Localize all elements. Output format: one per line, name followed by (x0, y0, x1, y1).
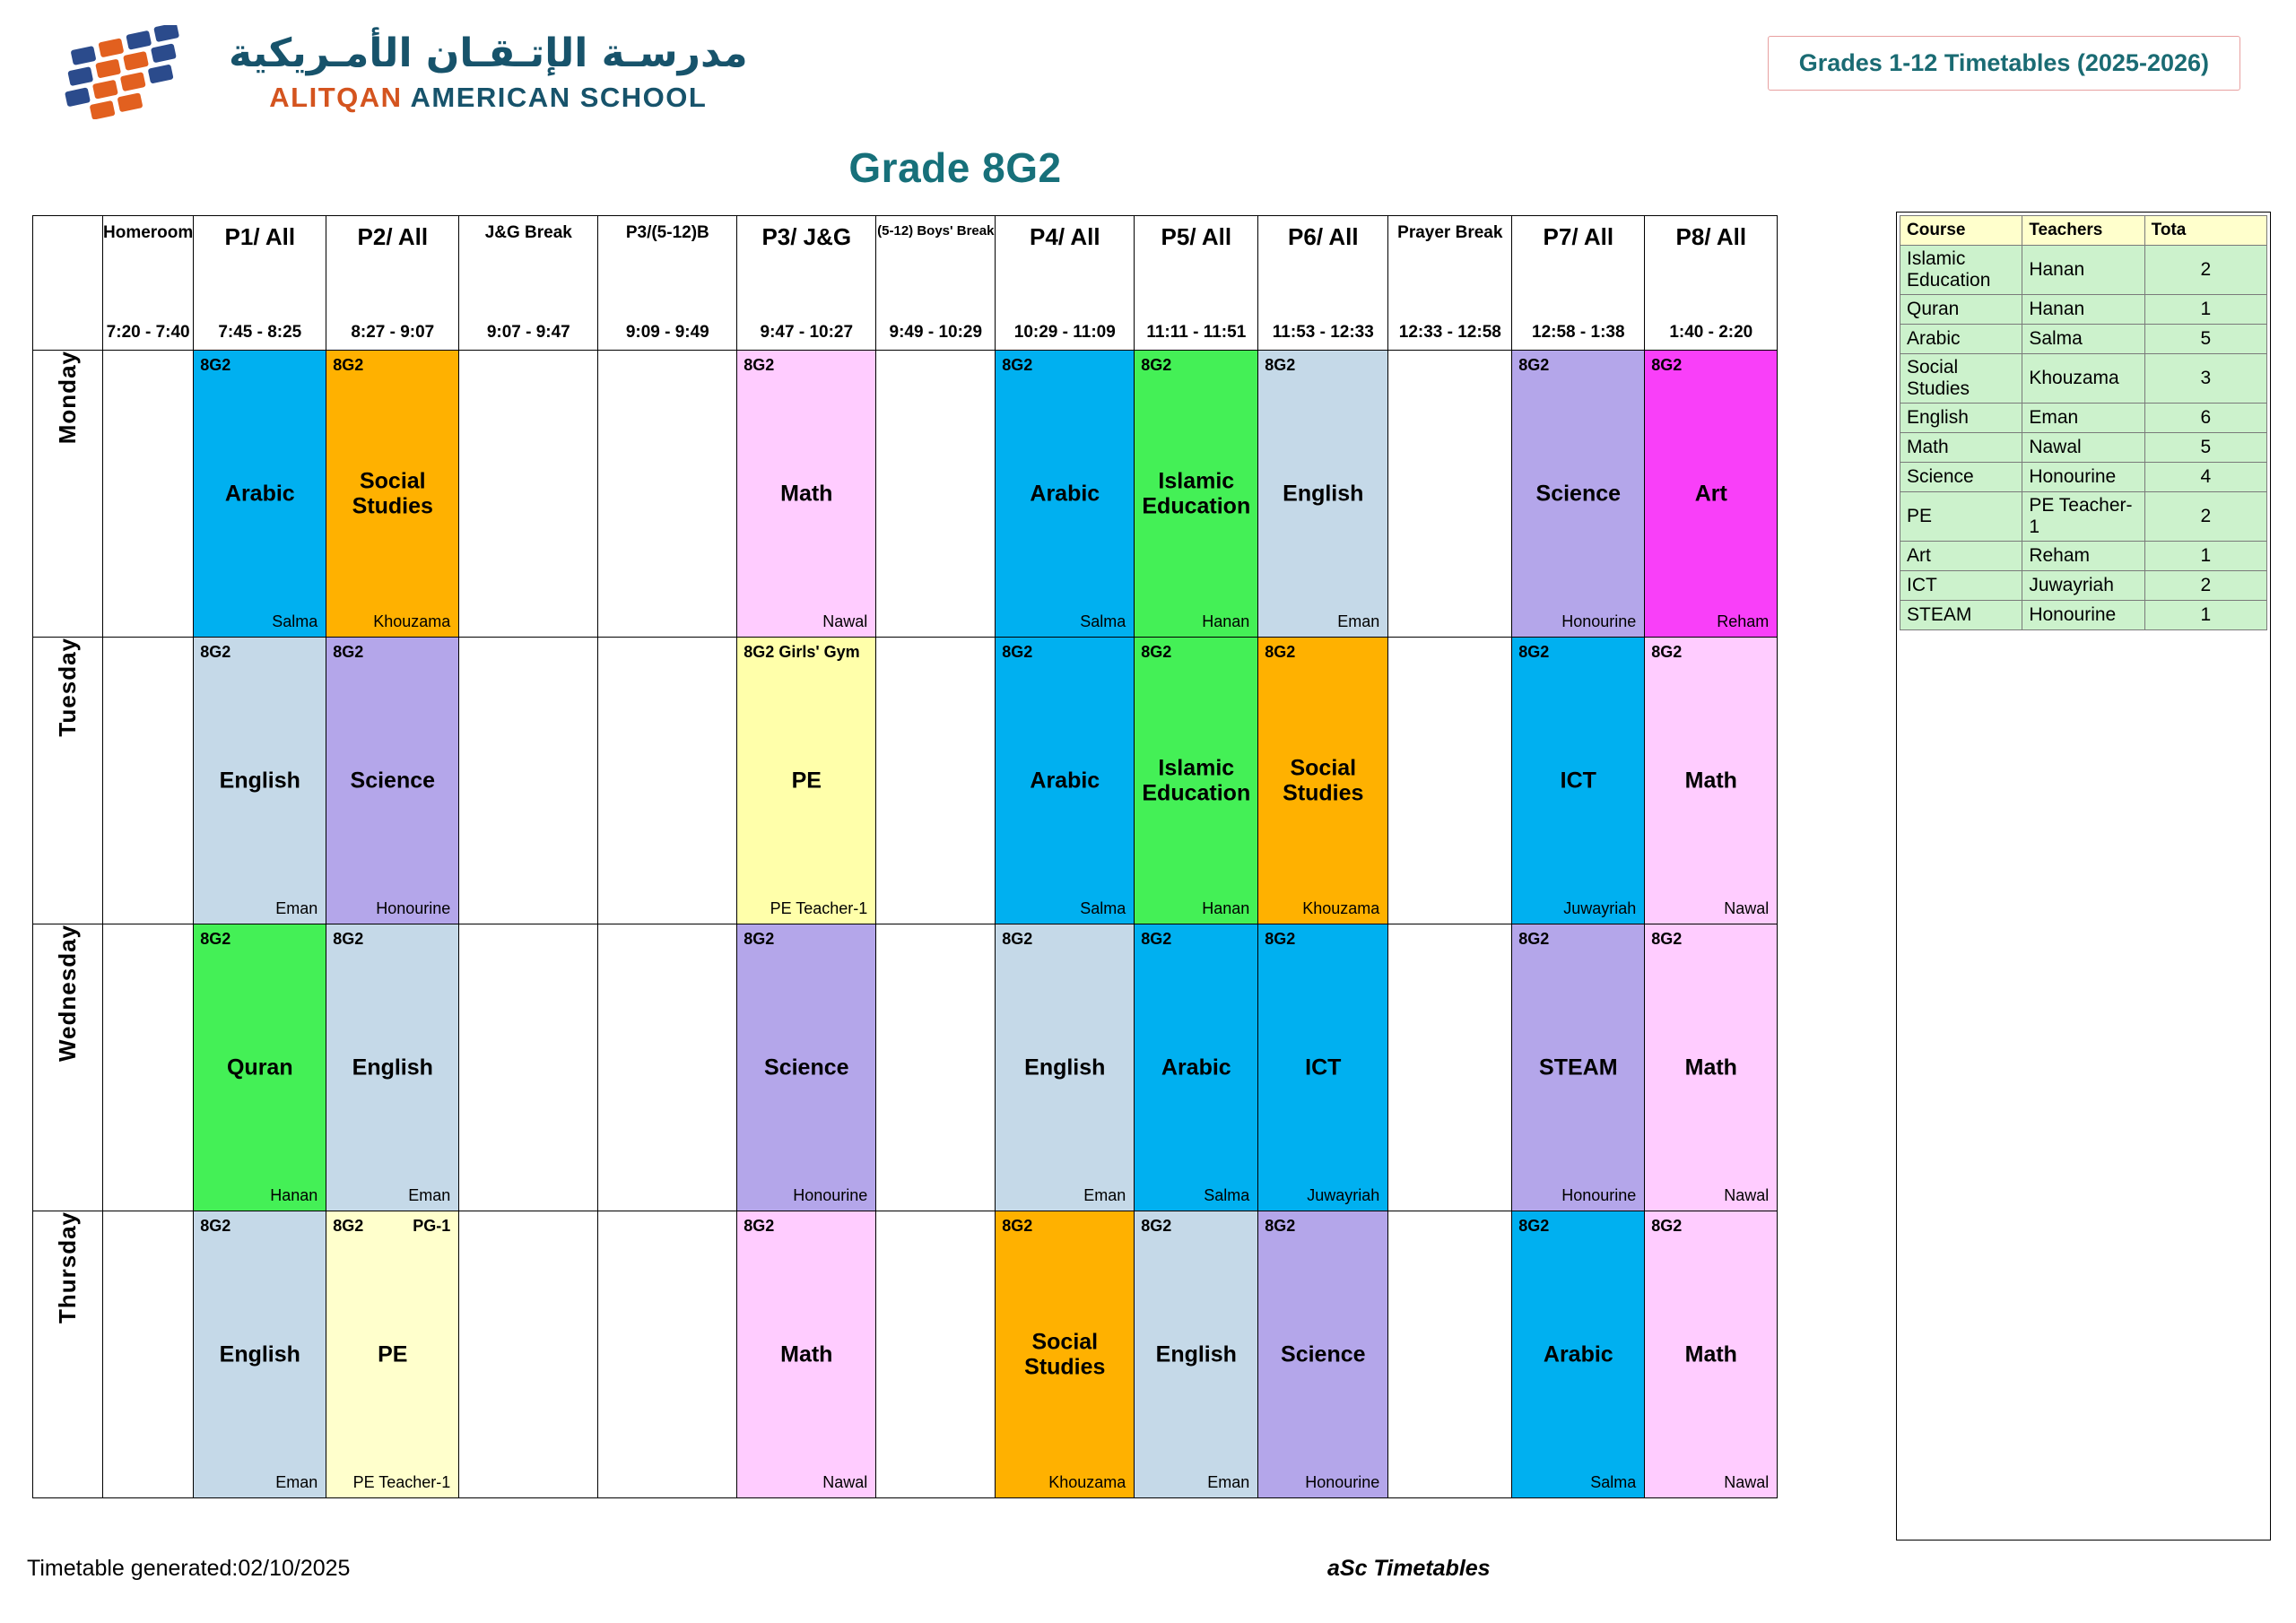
lesson-class: 8G2 (1518, 356, 1550, 374)
summary-teacher: Salma (2022, 325, 2144, 354)
lesson-block[interactable] (1645, 638, 1777, 924)
lesson-block[interactable] (996, 351, 1134, 637)
lesson-block[interactable] (1135, 924, 1257, 1211)
lesson-class: 8G2 (744, 930, 775, 948)
lesson-teacher: Salma (272, 612, 318, 630)
timetable-lesson-cell[interactable] (1258, 1211, 1388, 1498)
summary-row (1900, 463, 2267, 492)
summary-row (1900, 404, 2267, 433)
timetable-row (33, 1211, 1778, 1498)
lesson-block[interactable] (737, 924, 875, 1211)
lesson-block[interactable] (194, 924, 326, 1211)
lesson-block[interactable] (996, 1211, 1134, 1497)
school-name-block (229, 30, 748, 114)
timetable-row (33, 924, 1778, 1211)
lesson-block[interactable] (326, 351, 458, 637)
lesson-subject: ICT (1305, 1055, 1342, 1081)
timetable-lesson-cell[interactable] (1645, 638, 1778, 924)
summary-course: ICT (1900, 571, 2022, 601)
page-header (0, 0, 2296, 191)
timetable-empty-cell (103, 351, 194, 638)
period-header (996, 216, 1135, 351)
summary-course: Islamic Education (1900, 246, 2022, 295)
lesson-subject: Science (1281, 1341, 1366, 1367)
lesson-teacher: Hanan (1202, 612, 1250, 630)
summary-course: Quran (1900, 295, 2022, 325)
lesson-subject: Arabic (224, 481, 295, 507)
period-header (1388, 216, 1512, 351)
lesson-block[interactable] (194, 351, 326, 637)
timetable-lesson-cell[interactable] (1645, 924, 1778, 1211)
period-time: 9:09 - 9:49 (625, 323, 709, 342)
timetable-empty-cell (1388, 638, 1512, 924)
timetable-empty-cell (598, 1211, 737, 1498)
timetable-lesson-cell[interactable] (326, 351, 459, 638)
lesson-subject: English (219, 1341, 300, 1367)
period-name: J&G Break (484, 223, 572, 242)
summary-teacher: Juwayriah (2022, 571, 2144, 601)
school-name-arabic: مدرسـة الإتـقـان الأمـريكية (229, 30, 748, 76)
timetable-lesson-cell[interactable] (996, 1211, 1135, 1498)
grades-badge (1768, 36, 2240, 91)
lesson-teacher: Nawal (822, 612, 868, 630)
school-name-english (269, 82, 707, 114)
lesson-block[interactable] (1512, 924, 1644, 1211)
summary-row (1900, 246, 2267, 295)
period-header (876, 216, 996, 351)
period-name: P4/ All (1030, 223, 1100, 250)
lesson-subject: English (1024, 1055, 1106, 1081)
day-label-text: Monday (54, 351, 81, 445)
period-time: 9:49 - 10:29 (889, 323, 983, 342)
summary-teacher: Hanan (2022, 295, 2144, 325)
lesson-subject: English (352, 1055, 433, 1081)
period-name: P3/ J&G (761, 223, 852, 250)
lesson-teacher: Honourine (376, 899, 451, 917)
lesson-teacher: Honourine (793, 1186, 868, 1204)
summary-course: Arabic (1900, 325, 2022, 354)
lesson-class: 8G2 (333, 643, 364, 661)
summary-row (1900, 492, 2267, 542)
lesson-teacher: PE Teacher-1 (352, 1473, 451, 1491)
lesson-subject: Social Studies (1283, 754, 1364, 806)
lesson-subject: Quran (226, 1055, 293, 1081)
lesson-subject: Math (1684, 1341, 1737, 1367)
timetable-empty-cell (459, 924, 598, 1211)
lesson-block[interactable] (1135, 1211, 1257, 1497)
lesson-teacher: Khouzama (1048, 1473, 1126, 1491)
summary-total: 5 (2144, 433, 2266, 463)
timetable-empty-cell (103, 1211, 194, 1498)
lesson-teacher: Nawal (1724, 1186, 1770, 1204)
lesson-subject: Social Studies (352, 467, 433, 519)
lesson-teacher: Honourine (1561, 612, 1637, 630)
lesson-subject: Science (764, 1055, 849, 1081)
timetable-empty-cell (598, 351, 737, 638)
period-time: 11:53 - 12:33 (1272, 323, 1374, 342)
summary-teacher: Nawal (2022, 433, 2144, 463)
lesson-subject: Islamic Education (1142, 754, 1251, 806)
lesson-block[interactable] (1645, 1211, 1777, 1497)
lesson-class: 8G2 (1651, 643, 1683, 661)
timetable-lesson-cell[interactable] (194, 638, 326, 924)
lesson-class: 8G2 (1265, 356, 1296, 374)
period-name: P2/ All (357, 223, 429, 250)
lesson-class: 8G2 (333, 356, 364, 374)
lesson-class: 8G2 (1002, 643, 1033, 661)
timetable-lesson-cell[interactable] (1135, 351, 1258, 638)
summary-row (1900, 325, 2267, 354)
lesson-subject: Math (780, 481, 833, 507)
timetable-lesson-cell[interactable] (326, 1211, 459, 1498)
timetable-lesson-cell[interactable] (194, 351, 326, 638)
timetable-empty-cell (876, 638, 996, 924)
summary-column-header: Tota (2144, 216, 2266, 246)
summary-row (1900, 433, 2267, 463)
period-time: 11:11 - 11:51 (1146, 323, 1247, 342)
lesson-class: 8G2 (1518, 930, 1550, 948)
lesson-teacher: Hanan (1202, 899, 1250, 917)
lesson-subject: Science (350, 768, 436, 794)
timetable-empty-cell (876, 1211, 996, 1498)
timetable-lesson-cell[interactable] (1645, 1211, 1778, 1498)
period-header (1135, 216, 1258, 351)
lesson-subject: STEAM (1539, 1055, 1618, 1081)
lesson-teacher: Salma (1080, 612, 1126, 630)
lesson-class: 8G2 (333, 930, 364, 948)
lesson-group: PG-1 (413, 1217, 451, 1235)
lesson-block[interactable] (1645, 351, 1777, 637)
lesson-subject: Arabic (1030, 481, 1100, 507)
timetable-lesson-cell[interactable] (1645, 351, 1778, 638)
timetable-lesson-cell[interactable] (1258, 638, 1388, 924)
lesson-block[interactable] (1258, 1211, 1387, 1497)
timetable-lesson-cell[interactable] (194, 924, 326, 1211)
summary-teacher: Honourine (2022, 601, 2144, 630)
lesson-teacher: Juwayriah (1307, 1186, 1380, 1204)
period-name: P3/(5-12)B (625, 223, 709, 242)
lesson-block[interactable] (1258, 924, 1387, 1211)
lesson-subject: Math (780, 1341, 833, 1367)
period-name: P5/ All (1161, 223, 1232, 250)
lesson-block[interactable] (737, 1211, 875, 1497)
lesson-teacher: Eman (275, 899, 318, 917)
period-name: P7/ All (1543, 223, 1614, 250)
summary-total: 2 (2144, 246, 2266, 295)
summary-course: PE (1900, 492, 2022, 542)
lesson-class: 8G2 (1002, 1217, 1033, 1235)
summary-course: Science (1900, 463, 2022, 492)
lesson-block[interactable] (737, 638, 875, 924)
timetable-empty-cell (876, 924, 996, 1211)
lesson-teacher: Honourine (1305, 1473, 1380, 1491)
lesson-class: 8G2 (1651, 1217, 1683, 1235)
lesson-subject: ICT (1560, 768, 1596, 794)
timetable-empty-cell (598, 924, 737, 1211)
lesson-subject: Arabic (1161, 1055, 1231, 1081)
timetable-lesson-cell[interactable] (996, 924, 1135, 1211)
timetable-lesson-cell[interactable] (1135, 924, 1258, 1211)
summary-course: English (1900, 404, 2022, 433)
product-name: aSc Timetables (1327, 1556, 1491, 1581)
lesson-teacher: Reham (1717, 612, 1770, 630)
period-name: Prayer Break (1397, 223, 1503, 242)
period-time: 7:45 - 8:25 (218, 323, 302, 342)
lesson-subject: Arabic (1030, 768, 1100, 794)
period-time: 10:29 - 11:09 (1013, 323, 1116, 342)
lesson-block[interactable] (1512, 351, 1644, 637)
lesson-subject: Art (1694, 481, 1727, 507)
summary-teacher: Khouzama (2022, 354, 2144, 404)
day-label (33, 638, 103, 924)
day-label-text: Tuesday (54, 638, 81, 737)
lesson-teacher: Eman (275, 1473, 318, 1491)
summary-total: 5 (2144, 325, 2266, 354)
lesson-block[interactable] (1258, 351, 1387, 637)
summary-teacher: Honourine (2022, 463, 2144, 492)
summary-course: Art (1900, 542, 2022, 571)
summary-row (1900, 295, 2267, 325)
lesson-subject: Social Studies (1024, 1328, 1106, 1380)
lesson-teacher: Salma (1080, 899, 1126, 917)
timetable-header-row (33, 216, 1778, 351)
lesson-block[interactable] (737, 351, 875, 637)
timetable-empty-cell (459, 638, 598, 924)
grades-badge-label: Grades 1-12 Timetables (2025-2026) (1798, 49, 2209, 76)
summary-row (1900, 571, 2267, 601)
lesson-block[interactable] (1135, 351, 1257, 637)
day-label (33, 924, 103, 1211)
lesson-block[interactable] (996, 924, 1134, 1211)
lesson-class: 8G2 (1265, 1217, 1296, 1235)
lesson-teacher: PE Teacher-1 (770, 899, 868, 917)
day-label-text: Wednesday (54, 924, 81, 1063)
lesson-block[interactable] (996, 638, 1134, 924)
school-branding (49, 25, 748, 119)
course-summary-table (1900, 215, 2267, 630)
timetable-row (33, 351, 1778, 638)
lesson-block[interactable] (326, 1211, 458, 1497)
school-name-english-part2: AMERICAN SCHOOL (410, 82, 708, 113)
period-name: P8/ All (1675, 223, 1747, 250)
lesson-teacher: Salma (1204, 1186, 1250, 1204)
lesson-class: 8G2 (1265, 643, 1296, 661)
summary-row (1900, 601, 2267, 630)
lesson-subject: English (1155, 1341, 1237, 1367)
period-time: 1:40 - 2:20 (1669, 323, 1753, 342)
lesson-teacher: Nawal (822, 1473, 868, 1491)
lesson-teacher: Eman (1337, 612, 1380, 630)
lesson-subject: Islamic Education (1142, 467, 1251, 519)
lesson-subject: PE (791, 768, 822, 794)
timetable-lesson-cell[interactable] (996, 351, 1135, 638)
lesson-class: 8G2 Girls' Gym (744, 643, 860, 661)
timetable-lesson-cell[interactable] (1258, 924, 1388, 1211)
summary-column-header: Course (1900, 216, 2022, 246)
timetable-lesson-cell[interactable] (1512, 638, 1645, 924)
period-time: 8:27 - 9:07 (351, 323, 435, 342)
lesson-subject: PE (378, 1341, 408, 1367)
lesson-class: 8G2 (1002, 356, 1033, 374)
period-header (1512, 216, 1645, 351)
lesson-block[interactable] (1512, 1211, 1644, 1497)
timetable-lesson-cell[interactable] (1135, 638, 1258, 924)
lesson-class: 8G2 (200, 930, 231, 948)
lesson-class: 8G2 (1518, 1217, 1550, 1235)
lesson-teacher: Eman (408, 1186, 451, 1204)
period-header (103, 216, 194, 351)
summary-teacher: PE Teacher-1 (2022, 492, 2144, 542)
lesson-teacher: Nawal (1724, 899, 1770, 917)
period-time: 9:07 - 9:47 (486, 323, 570, 342)
timetable-empty-cell (103, 924, 194, 1211)
lesson-subject: Science (1535, 481, 1622, 507)
lesson-class: 8G2 (1518, 643, 1550, 661)
day-label-text: Thursday (54, 1211, 81, 1324)
lesson-block[interactable] (326, 638, 458, 924)
lesson-class: 8G2 (744, 1217, 775, 1235)
lesson-teacher: Eman (1207, 1473, 1250, 1491)
lesson-class: 8G2 (200, 356, 231, 374)
lesson-subject: Math (1684, 1055, 1737, 1081)
timetable-lesson-cell[interactable] (1512, 351, 1645, 638)
period-header (598, 216, 737, 351)
lesson-teacher: Khouzama (373, 612, 451, 630)
lesson-class: 8G2 (1651, 930, 1683, 948)
timetable-row (33, 638, 1778, 924)
lesson-class: 8G2 (200, 1217, 231, 1235)
timetable-empty-cell (459, 351, 598, 638)
timetable-empty-cell (1388, 351, 1512, 638)
summary-total: 6 (2144, 404, 2266, 433)
lesson-teacher: Juwayriah (1563, 899, 1637, 917)
period-header (326, 216, 459, 351)
page-title: Grade 8G2 (848, 144, 1062, 191)
lesson-subject: Math (1684, 768, 1737, 794)
day-label (33, 1211, 103, 1498)
school-name-english-part1: ALITQAN (269, 82, 403, 113)
lesson-subject: Arabic (1543, 1341, 1613, 1367)
lesson-class: 8G2 (1141, 643, 1172, 661)
timetable-lesson-cell[interactable] (737, 1211, 876, 1498)
summary-column-header: Teachers (2022, 216, 2144, 246)
school-logo-icon (49, 25, 220, 119)
period-header (194, 216, 326, 351)
summary-teacher: Reham (2022, 542, 2144, 571)
timetable-lesson-cell[interactable] (737, 638, 876, 924)
lesson-teacher: Salma (1590, 1473, 1637, 1491)
period-time: 7:20 - 7:40 (106, 323, 190, 342)
period-name: P1/ All (224, 223, 296, 250)
lesson-block[interactable] (1512, 638, 1644, 924)
period-time: 12:33 - 12:58 (1398, 323, 1501, 342)
lesson-class: 8G2 (1651, 356, 1683, 374)
timetable-lesson-cell[interactable] (737, 924, 876, 1211)
lesson-block[interactable] (326, 924, 458, 1211)
lesson-subject: English (219, 768, 300, 794)
period-name: Homeroom (103, 223, 194, 242)
timetable-lesson-cell[interactable] (1512, 1211, 1645, 1498)
timetable-lesson-cell[interactable] (194, 1211, 326, 1498)
timetable-empty-cell (1388, 924, 1512, 1211)
lesson-teacher: Nawal (1724, 1473, 1770, 1491)
lesson-class: 8G2 (1265, 930, 1296, 948)
lesson-class: 8G2 (1141, 930, 1172, 948)
summary-teacher: Eman (2022, 404, 2144, 433)
summary-total: 2 (2144, 492, 2266, 542)
lesson-class: 8G2 (333, 1217, 364, 1235)
lesson-class: 8G2 (1141, 1217, 1172, 1235)
summary-course: Social Studies (1900, 354, 2022, 404)
lesson-class: 8G2 (1002, 930, 1033, 948)
generated-date: Timetable generated:02/10/2025 (27, 1556, 351, 1581)
page-footer (0, 1556, 2296, 1592)
lesson-class: 8G2 (1141, 356, 1172, 374)
lesson-block[interactable] (1135, 638, 1257, 924)
timetable-lesson-cell[interactable] (1135, 1211, 1258, 1498)
lesson-class: 8G2 (200, 643, 231, 661)
summary-total: 2 (2144, 571, 2266, 601)
summary-course: Math (1900, 433, 2022, 463)
timetable-empty-cell (598, 638, 737, 924)
summary-total: 1 (2144, 295, 2266, 325)
timetable-lesson-cell[interactable] (326, 638, 459, 924)
lesson-teacher: Eman (1083, 1186, 1126, 1204)
day-label (33, 351, 103, 638)
summary-row (1900, 354, 2267, 404)
period-name: P6/ All (1288, 223, 1359, 250)
timetable-empty-cell (1388, 1211, 1512, 1498)
timetable-corner-cell (33, 216, 103, 351)
timetable-lesson-cell[interactable] (996, 638, 1135, 924)
period-header (459, 216, 598, 351)
summary-total: 1 (2144, 601, 2266, 630)
lesson-teacher: Khouzama (1302, 899, 1380, 917)
lesson-teacher: Honourine (1561, 1186, 1637, 1204)
timetable-lesson-cell[interactable] (1258, 351, 1388, 638)
summary-teacher: Hanan (2022, 246, 2144, 295)
timetable-empty-cell (459, 1211, 598, 1498)
period-name: (5-12) Boys' Break (877, 223, 995, 239)
timetable-empty-cell (876, 351, 996, 638)
period-header (737, 216, 876, 351)
summary-course: STEAM (1900, 601, 2022, 630)
summary-total: 1 (2144, 542, 2266, 571)
lesson-subject: English (1283, 481, 1364, 507)
period-header (1645, 216, 1778, 351)
period-time: 9:47 - 10:27 (760, 323, 854, 342)
timetable (32, 215, 1778, 1498)
summary-total: 4 (2144, 463, 2266, 492)
timetable-lesson-cell[interactable] (1512, 924, 1645, 1211)
lesson-block[interactable] (1258, 638, 1387, 924)
summary-row (1900, 542, 2267, 571)
period-header (1258, 216, 1388, 351)
lesson-block[interactable] (194, 1211, 326, 1497)
timetable-lesson-cell[interactable] (326, 924, 459, 1211)
period-time: 12:58 - 1:38 (1532, 323, 1625, 342)
timetable-lesson-cell[interactable] (737, 351, 876, 638)
lesson-block[interactable] (1645, 924, 1777, 1211)
lesson-class: 8G2 (744, 356, 775, 374)
lesson-block[interactable] (194, 638, 326, 924)
summary-total: 3 (2144, 354, 2266, 404)
lesson-teacher: Hanan (270, 1186, 318, 1204)
timetable-empty-cell (103, 638, 194, 924)
